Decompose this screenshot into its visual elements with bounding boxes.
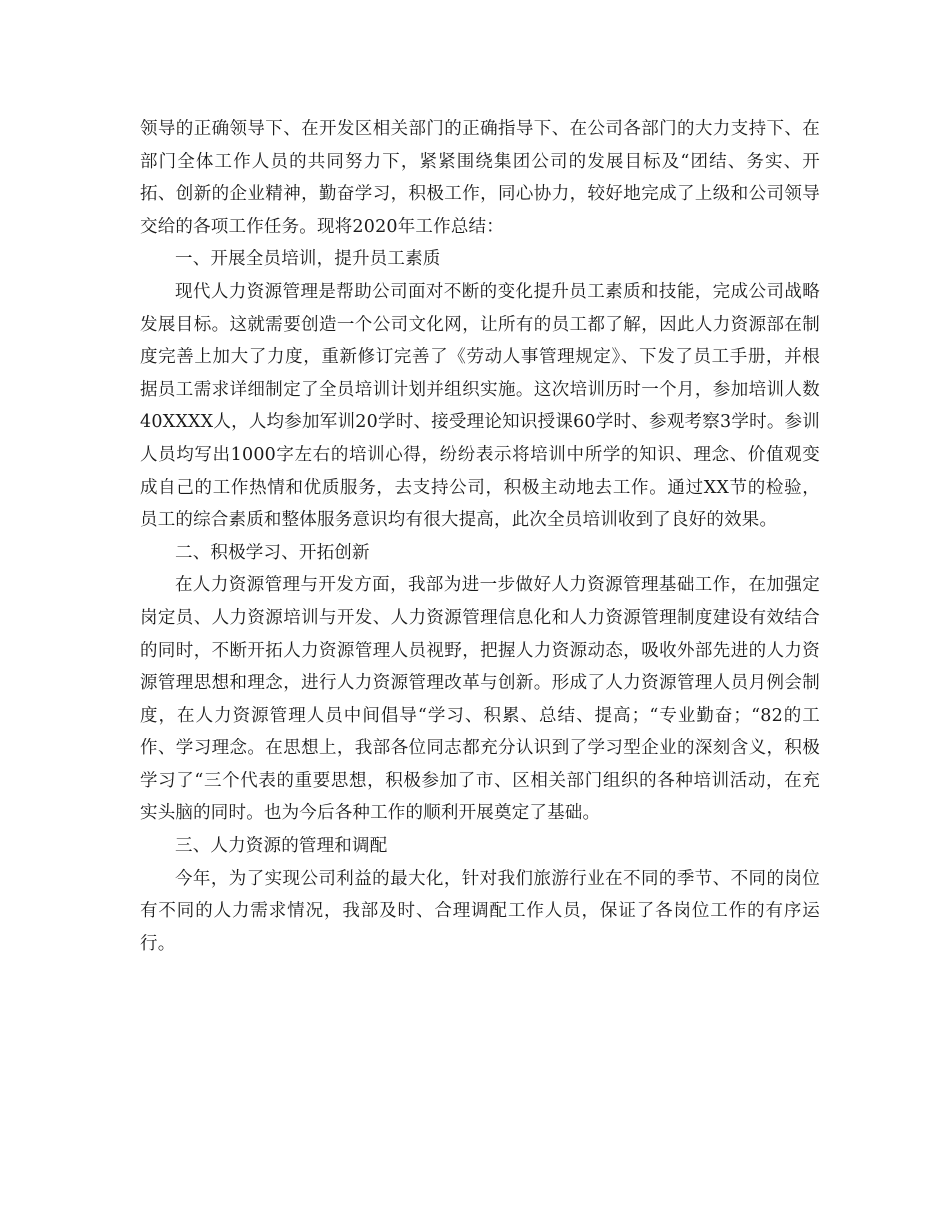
section-heading-3: 三、人力资源的管理和调配 xyxy=(175,836,388,857)
paragraph-training: 现代人力资源管理是帮助公司面对不断的变化提升员工素质和技能，完成公司战略发展目标。这就需要创造一个公司文化网，让所有的员工都了解，因此人力资源部在制度完善上加大了力度，重新修订完善了《劳动人事管理规定》、下发了员工手册，并根据员工需求详细制定了全员培训计划并组织实施。这次培训历时一个月，参加培训人数40XXXX人，人均参加军训20学时、接受理论知识授课60学时、参观考察3学时。参训人员均写出1000字左右的培训心得，纷纷表示将培训中所学的知识、理念、价值观变成自己的工作热情和优质服务，去支持公司，积极主动地去工作。通过XX节的检验，员工的综合素质和整体服务意识均有很大提高，此次全员培训收到了良好的效果。 xyxy=(140,281,820,531)
section-heading-1: 一、开展全员培训，提升员工素质 xyxy=(175,249,441,270)
section-heading-2: 二、积极学习、开拓创新 xyxy=(175,542,370,563)
paragraph-intro-continued: 领导的正确领导下、在开发区相关部门的正确指导下、在公司各部门的大力支持下、在部门全体工作人员的共同努力下，紧紧围绕集团公司的发展目标及“团结、务实、开拓、创新的企业精神，勤奋学习，积极工作，同心协力，较好地完成了上级和公司领导交给的各项工作任务。现将2020年工作总结： xyxy=(140,119,820,237)
document-body xyxy=(140,113,820,960)
paragraph-staff-allocation: 今年，为了实现公司利益的最大化，针对我们旅游行业在不同的季节、不同的岗位有不同的人力需求情况，我部及时、合理调配工作人员，保证了各岗位工作的有序运行。 xyxy=(140,868,820,954)
paragraph-learning-innovation: 在人力资源管理与开发方面，我部为进一步做好人力资源管理基础工作，在加强定岗定员、人力资源培训与开发、人力资源管理信息化和人力资源管理制度建设有效结合的同时，不断开拓人力资源管理人员视野，把握人力资源动态，吸收外部先进的人力资源管理思想和理念，进行人力资源管理改革与创新。形成了人力资源管理人员月例会制度，在人力资源管理人员中间倡导“学习、积累、总结、提高；“专业勤奋；“82的工作、学习理念。在思想上，我部各位同志都充分认识到了学习型企业的深刻含义，积极学习了“三个代表的重要思想，积极参加了市、区相关部门组织的各种培训活动，在充实头脑的同时。也为今后各种工作的顺利开展奠定了基础。 xyxy=(140,575,820,824)
